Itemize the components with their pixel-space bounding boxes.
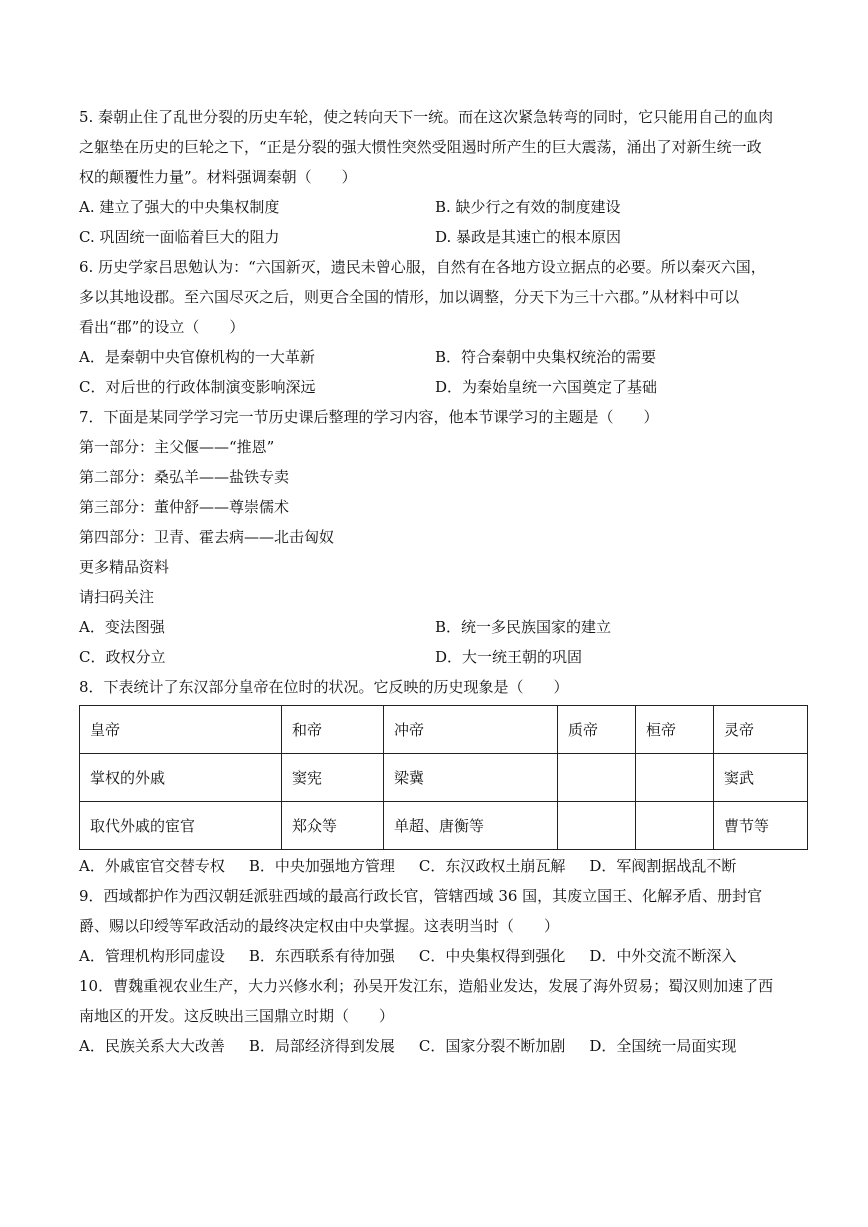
question-8-options xyxy=(79,851,809,881)
table-row xyxy=(80,706,808,754)
question-5-options-row-1 xyxy=(79,192,809,222)
table-cell: 桓帝 xyxy=(636,706,714,754)
question-7 xyxy=(79,402,809,672)
option-d[interactable]: D．大一统王朝的巩固 xyxy=(435,648,583,666)
question-7-stem: 7．下面是某同学学习完一节历史课后整理的学习内容，他本节课学习的主题是（ ） xyxy=(79,408,659,426)
table-cell: 窦武 xyxy=(714,754,808,802)
option-a[interactable]: A. 建立了强大的中央集权制度 xyxy=(79,198,280,216)
table-cell xyxy=(636,754,714,802)
option-c[interactable]: C．国家分裂不断加剧 xyxy=(418,1037,566,1055)
question-7-options-row-1 xyxy=(79,612,809,642)
table-cell: 郑众等 xyxy=(282,802,384,850)
question-6-options-row-2 xyxy=(79,372,809,402)
option-c[interactable]: C. 巩固统一面临着巨大的阻力 xyxy=(79,228,280,246)
question-7-options-row-2 xyxy=(79,642,809,672)
table-cell xyxy=(558,802,636,850)
table-cell: 曹节等 xyxy=(714,802,808,850)
table-cell: 皇帝 xyxy=(80,706,282,754)
option-d[interactable]: D．为秦始皇统一六国奠定了基础 xyxy=(435,378,658,396)
option-b[interactable]: B．东西联系有待加强 xyxy=(248,947,395,965)
table-cell xyxy=(636,802,714,850)
table-cell: 掌权的外戚 xyxy=(80,754,282,802)
promo-text-2: 请扫码关注 xyxy=(79,588,155,606)
option-a[interactable]: A．外戚宦官交替专权 xyxy=(79,857,225,875)
table-cell: 单超、唐衡等 xyxy=(384,802,558,850)
question-9-stem-line-2: 爵、赐以印绶等军政活动的最终决定权由中央掌握。这表明当时（ ） xyxy=(79,917,560,935)
question-5-stem-line-2: 之躯垫在历史的巨轮之下，“正是分裂的强大惯性突然受阻遏时所产生的巨大震荡，涌出了对新生统一政 xyxy=(79,138,762,156)
option-d[interactable]: D．军阀割据战乱不断 xyxy=(589,857,737,875)
question-7-part-4: 第四部分：卫青、霍去病——北击匈奴 xyxy=(79,528,335,546)
question-7-part-3: 第三部分：董仲舒——尊崇儒术 xyxy=(79,498,290,516)
question-9-options xyxy=(79,941,809,971)
table-cell xyxy=(558,754,636,802)
option-a[interactable]: A．变法图强 xyxy=(79,618,165,636)
question-6-stem-line-1: 6. 历史学家吕思勉认为：“六国新灭，遗民未曾心服，自然有在各地方设立据点的必要。所以秦灭六国， xyxy=(79,258,766,276)
question-6-stem-line-3: 看出“郡”的设立（ ） xyxy=(79,318,245,336)
question-6-stem-line-2: 多以其地设郡。至六国尽灭之后，则更合全国的情形，加以调整，分天下为三十六郡。”从材料中可以 xyxy=(79,288,740,306)
option-b[interactable]: B．统一多民族国家的建立 xyxy=(435,618,612,636)
question-10-stem-line-1: 10．曹魏重视农业生产，大力兴修水利；孙吴开发江东，造船业发达，发展了海外贸易；蜀汉则加速了西 xyxy=(79,977,774,995)
option-c[interactable]: C．中央集权得到强化 xyxy=(418,947,566,965)
table-cell: 窦宪 xyxy=(282,754,384,802)
table-row xyxy=(80,802,808,850)
question-5-stem-line-1: 5. 秦朝止住了乱世分裂的历史车轮，使之转向天下一统。而在这次紧急转弯的同时，它只能用自己的血肉 xyxy=(79,108,774,126)
question-6-options-row-1 xyxy=(79,342,809,372)
question-10-stem-line-2: 南地区的开发。这反映出三国鼎立时期（ ） xyxy=(79,1007,395,1025)
question-9-stem-line-1: 9．西域都护作为西汉朝廷派驻西域的最高行政长官，管辖西域 36 国，其废立国王、化解矛盾、册封官 xyxy=(79,887,763,905)
option-a[interactable]: A．民族关系大大改善 xyxy=(79,1037,225,1055)
table-cell: 质帝 xyxy=(558,706,636,754)
option-c[interactable]: C．政权分立 xyxy=(79,648,166,666)
table-cell: 和帝 xyxy=(282,706,384,754)
option-a[interactable]: A．管理机构形同虚设 xyxy=(79,947,225,965)
question-10 xyxy=(79,971,809,1061)
promo-text-1: 更多精品资料 xyxy=(79,558,170,576)
table-row xyxy=(80,754,808,802)
table-cell: 梁冀 xyxy=(384,754,558,802)
question-6 xyxy=(79,252,809,402)
table-cell: 取代外戚的宦官 xyxy=(80,802,282,850)
question-5-stem-line-3: 权的颠覆性力量”。材料强调秦朝（ ） xyxy=(79,168,357,186)
option-c[interactable]: C．东汉政权土崩瓦解 xyxy=(418,857,566,875)
question-7-part-1: 第一部分：主父偃——“推恩” xyxy=(79,438,275,456)
question-8-stem: 8．下表统计了东汉部分皇帝在位时的状况。它反映的历史现象是（ ） xyxy=(79,678,569,696)
question-9 xyxy=(79,881,809,971)
option-b[interactable]: B．中央加强地方管理 xyxy=(248,857,395,875)
option-d[interactable]: D. 暴政是其速亡的根本原因 xyxy=(435,228,622,246)
option-d[interactable]: D．全国统一局面实现 xyxy=(589,1037,737,1055)
option-c[interactable]: C．对后世的行政体制演变影响深远 xyxy=(79,378,316,396)
table-cell: 灵帝 xyxy=(714,706,808,754)
option-b[interactable]: B．符合秦朝中央集权统治的需要 xyxy=(435,348,657,366)
question-list xyxy=(79,102,809,1061)
option-b[interactable]: B. 缺少行之有效的制度建设 xyxy=(435,198,621,216)
question-5-options-row-2 xyxy=(79,222,809,252)
option-a[interactable]: A．是秦朝中央官僚机构的一大革新 xyxy=(79,348,315,366)
question-8 xyxy=(79,672,809,881)
question-10-options xyxy=(79,1031,809,1061)
question-5 xyxy=(79,102,809,252)
option-b[interactable]: B．局部经济得到发展 xyxy=(248,1037,395,1055)
table-cell: 冲帝 xyxy=(384,706,558,754)
question-7-part-2: 第二部分：桑弘羊——盐铁专卖 xyxy=(79,468,290,486)
option-d[interactable]: D．中外交流不断深入 xyxy=(589,947,737,965)
emperor-table xyxy=(79,705,808,850)
